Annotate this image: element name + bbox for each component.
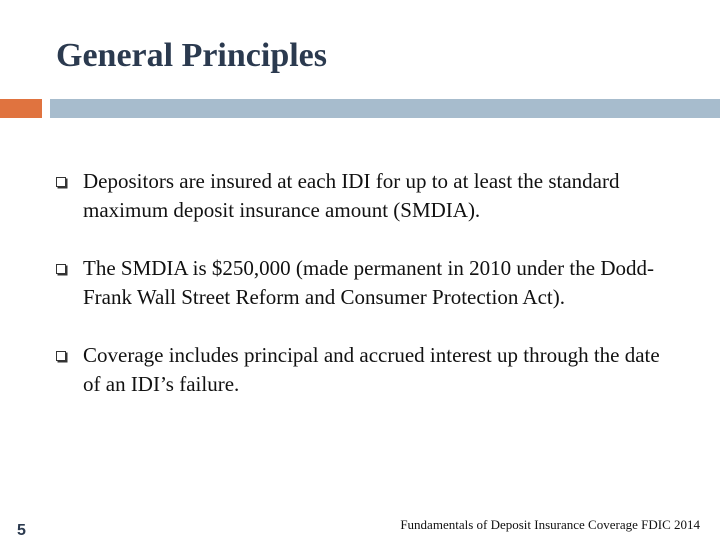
bullet-text: The SMDIA is $250,000 (made permanent in 2010 under the Dodd-Frank Wall Street Reform and Consumer Protection Act).: [83, 256, 654, 309]
bullet-list: [56, 167, 676, 428]
slide-number: 5: [17, 522, 26, 539]
bullet-text: Depositors are insured at each IDI for up to at least the standard maximum deposit insurance amount (SMDIA).: [83, 169, 620, 222]
accent-bar-orange: [0, 99, 42, 118]
bullet-item: [56, 167, 676, 225]
footer-text: Fundamentals of Deposit Insurance Coverage FDIC 2014: [400, 517, 700, 532]
accent-bar-blue: [50, 99, 720, 118]
bullet-item: [56, 341, 676, 399]
square-bullet-icon: [56, 177, 66, 187]
square-bullet-icon: [56, 351, 66, 361]
bullet-text: Coverage includes principal and accrued interest up through the date of an IDI’s failure.: [83, 343, 660, 396]
slide-title: General Principles: [56, 37, 328, 74]
square-bullet-icon: [56, 264, 66, 274]
bullet-item: [56, 254, 676, 312]
